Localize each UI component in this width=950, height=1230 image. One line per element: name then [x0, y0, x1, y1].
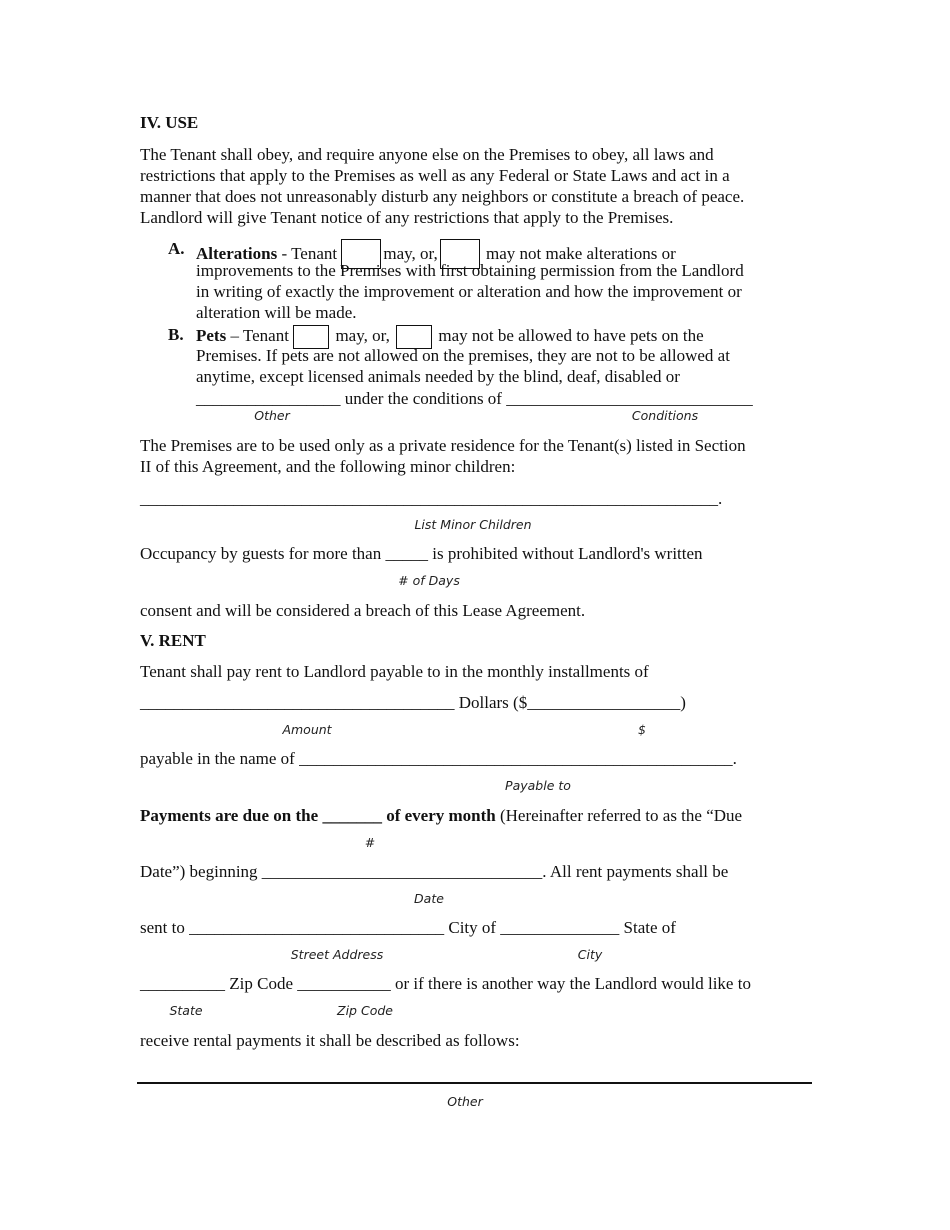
pets-text-line: anytime, except licensed animals needed by the blind, deaf, disabled or: [196, 367, 680, 386]
due-text: (Hereinafter referred to as the “Due: [495, 806, 743, 825]
caption-city: City: [577, 947, 603, 962]
pets-conditions-blank[interactable]: _____________________________: [506, 389, 753, 408]
caption-num-days: # of Days: [398, 573, 460, 588]
list-marker-a: A.: [168, 239, 185, 258]
rent-amount-blank[interactable]: _____________________________________: [140, 693, 455, 712]
section-heading-rent: V. RENT: [140, 631, 206, 650]
premises-paragraph-line: The Premises are to be used only as a private residence for the Tenant(s) listed in Section: [140, 436, 746, 455]
caption-other-payment: Other: [447, 1094, 483, 1109]
due-text-bold-2: of every month: [381, 806, 496, 825]
alterations-may-not-label: may not make alterations or: [481, 244, 676, 263]
alterations-lead: - Tenant: [277, 244, 342, 263]
pets-text-line: Premises. If pets are not allowed on the premises, they are not to be allowed at: [196, 346, 730, 365]
pets-lead: – Tenant: [226, 326, 294, 345]
caption-list-minor-children: List Minor Children: [414, 517, 532, 532]
caption-hash: #: [364, 835, 376, 850]
alterations-text-line: in writing of exactly the improvement or alteration and how the improvement or: [196, 282, 742, 301]
caption-conditions: Conditions: [631, 408, 699, 423]
list-marker-b: B.: [168, 325, 184, 344]
pets-other-blank[interactable]: _________________: [196, 389, 341, 408]
caption-state: State: [169, 1003, 203, 1018]
rent-dollars-close: ): [680, 693, 686, 712]
due-date-line: [140, 806, 742, 826]
use-paragraph-line: restrictions that apply to the Premises as well as any Federal or State Laws and act in a: [140, 166, 730, 185]
rent-amount-line: [140, 693, 686, 713]
alterations-may-label: may, or,: [383, 244, 438, 263]
section-heading-use: IV. USE: [140, 113, 199, 132]
pets-conditions-line: [196, 389, 753, 409]
caption-street-address: Street Address: [290, 947, 384, 962]
caption-zip-code: Zip Code: [337, 1003, 393, 1018]
alterations-title: Alterations: [196, 244, 278, 263]
rent-dollar-blank[interactable]: __________________: [527, 693, 681, 712]
pets-conditions-text: under the conditions of: [340, 389, 507, 408]
payment-description-line: receive rental payments it shall be described as follows:: [140, 1031, 520, 1050]
caption-amount: Amount: [282, 722, 332, 737]
occupancy-line: Occupancy by guests for more than _____ is prohibited without Landlord's written: [140, 544, 703, 563]
rent-dollars-label: Dollars ($: [454, 693, 528, 712]
use-paragraph-line: manner that does not unreasonably disturb any neighbors or constitute a breach of peace.: [140, 187, 745, 206]
use-paragraph-line: The Tenant shall obey, and require anyone else on the Premises to obey, all laws and: [140, 145, 714, 164]
due-date-begin-line[interactable]: Date”) beginning _________________________________. All rent payments shall be: [140, 862, 729, 881]
caption-date: Date: [414, 891, 444, 906]
caption-payable-to: Payable to: [505, 778, 571, 793]
use-paragraph-line: Landlord will give Tenant notice of any restrictions that apply to the Premises.: [140, 208, 674, 227]
occupancy-consent-line: consent and will be considered a breach of this Lease Agreement.: [140, 601, 586, 620]
caption-dollar: $: [638, 722, 646, 737]
due-day-blank[interactable]: _______: [322, 806, 382, 825]
zip-line[interactable]: __________ Zip Code ___________ or if there is another way the Landlord would like to: [140, 974, 751, 993]
caption-other: Other: [254, 408, 290, 423]
premises-paragraph-line: II of this Agreement, and the following minor children:: [140, 457, 516, 476]
minor-children-blank[interactable]: ____________________________________________________________________.: [140, 489, 723, 508]
due-text-bold: Payments are due on the: [140, 806, 323, 825]
rent-line: Tenant shall pay rent to Landlord payable to in the monthly installments of: [140, 662, 649, 681]
alterations-text-line: improvements to the Premises with first obtaining permission from the Landlord: [196, 261, 744, 280]
pets-may-label: may, or,: [331, 326, 390, 345]
pets-title: Pets: [196, 326, 227, 345]
address-line[interactable]: sent to ______________________________ City of ______________ State of: [140, 918, 676, 937]
alterations-text-line: alteration will be made.: [196, 303, 357, 322]
payable-name-line[interactable]: payable in the name of ___________________________________________________.: [140, 749, 737, 768]
other-payment-rule[interactable]: [137, 1082, 812, 1084]
pets-may-not-label: may not be allowed to have pets on the: [434, 326, 704, 345]
